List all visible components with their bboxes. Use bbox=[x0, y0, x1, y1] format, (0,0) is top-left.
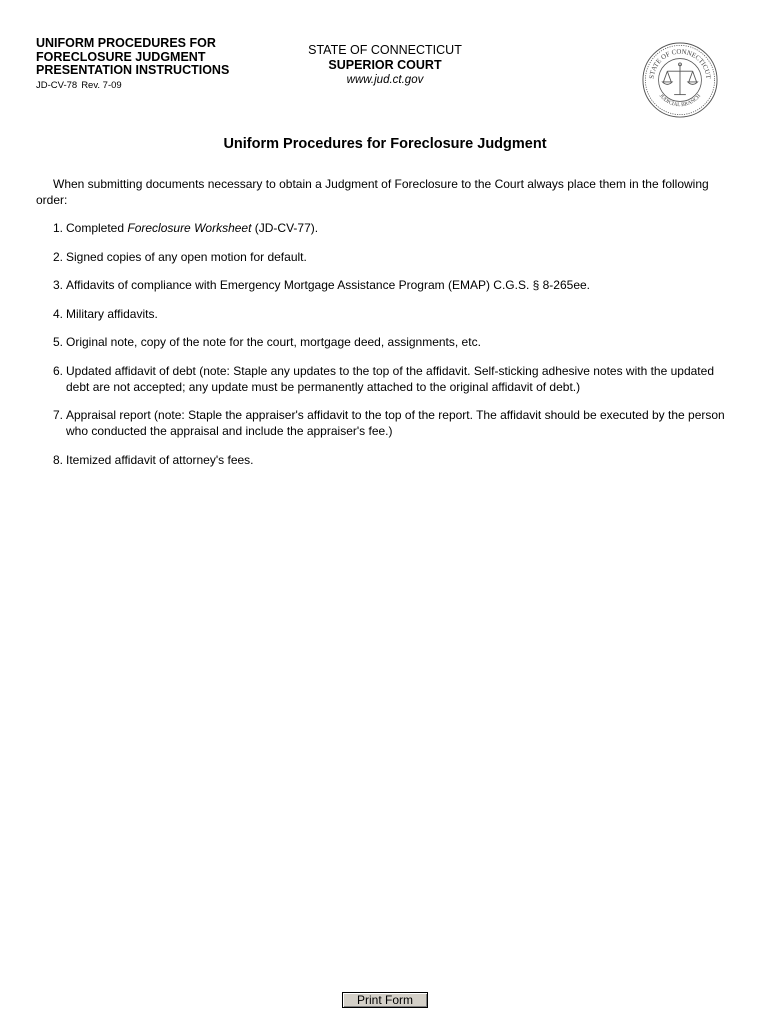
form-title-line: FORECLOSURE JUDGMENT bbox=[36, 49, 206, 64]
court-header bbox=[285, 43, 485, 88]
list-item: 5. Original note, copy of the note for the court, mortgage deed, assignments, etc. bbox=[53, 335, 481, 349]
procedure-list bbox=[53, 220, 725, 480]
form-revision: Rev. 7-09 bbox=[81, 80, 122, 91]
print-form-button[interactable]: Print Form bbox=[342, 992, 428, 1008]
court-name: SUPERIOR COURT bbox=[328, 58, 442, 72]
form-title bbox=[36, 37, 276, 78]
state-name: STATE OF CONNECTICUT bbox=[308, 43, 462, 57]
court-website: www.jud.ct.gov bbox=[346, 74, 424, 86]
list-item: 2. Signed copies of any open motion for default. bbox=[53, 249, 307, 264]
seal-bottom-text: JUDICIAL BRANCH bbox=[657, 93, 703, 109]
scales-of-justice-icon bbox=[662, 63, 697, 95]
list-item: 3. Affidavits of compliance with Emergency Mortgage Assistance Program (EMAP) C.G.S. § 8-265ee. bbox=[53, 278, 591, 292]
state-seal-icon bbox=[641, 41, 719, 119]
form-id: JD-CV-78 bbox=[36, 80, 78, 91]
intro-paragraph: When submitting documents necessary to obtain a Judgment of Foreclosure to the Court always place them in the following order: bbox=[36, 177, 709, 207]
list-item: 1. Completed Foreclosure Worksheet (JD-CV-77). bbox=[53, 221, 319, 235]
list-item: 4. Military affidavits. bbox=[53, 306, 158, 321]
form-title-line: UNIFORM PROCEDURES FOR bbox=[36, 36, 216, 50]
form-number bbox=[36, 80, 122, 91]
list-item: 8. Itemized affidavit of attorney's fees. bbox=[53, 452, 254, 467]
list-item: 7. Appraisal report (note: Staple the appraiser's affidavit to the top of the report. The affidavit should be executed by the person who conducted the appraisal and include the appraiser's fee.) bbox=[53, 408, 725, 438]
list-item: 6. Updated affidavit of debt (note: Staple any updates to the top of the affidavit. Self-sticking adhesive notes with the updated debt are not accepted; any update must be permanently attached to the original affidavit of debt.) bbox=[53, 363, 714, 394]
document-title: Uniform Procedures for Foreclosure Judgment bbox=[223, 136, 547, 152]
form-title-line: PRESENTATION INSTRUCTIONS bbox=[36, 63, 230, 77]
seal-top-text: STATE OF CONNECTICUT bbox=[648, 48, 712, 80]
worksheet-title: Foreclosure Worksheet bbox=[127, 221, 252, 235]
